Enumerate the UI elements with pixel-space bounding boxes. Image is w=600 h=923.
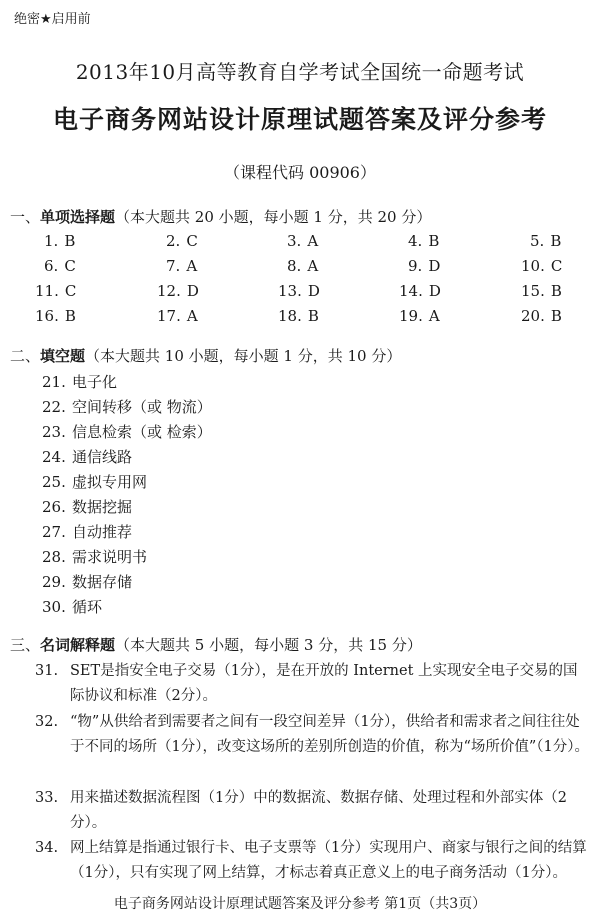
- choice-answer: [287, 232, 318, 250]
- question-number: 11.: [35, 282, 59, 300]
- section-title: 填空题: [40, 347, 86, 365]
- item-number: 34.: [35, 840, 59, 856]
- item-number: 33.: [35, 790, 59, 806]
- question-number: 5.: [530, 232, 545, 250]
- list-item: [42, 396, 212, 421]
- choice-answer: [530, 232, 561, 250]
- choice-answer-grid: [0, 232, 600, 332]
- answer-letter: A: [307, 232, 319, 250]
- question-number: 18.: [278, 307, 302, 325]
- answer-letter: A: [307, 257, 319, 275]
- section-note: （本大题共 10 小题，每小题 1 分，共 10 分）: [85, 347, 402, 365]
- section-heading-choice: [10, 206, 431, 227]
- course-code: （课程代码 00906）: [224, 163, 376, 182]
- list-item: [42, 371, 212, 396]
- item-number: 22.: [42, 398, 66, 416]
- page-title: 电子商务网站设计原理试题答案及评分参考: [52, 105, 547, 134]
- choice-answer: [166, 257, 197, 275]
- answer-letter: C: [64, 282, 77, 300]
- item-text: 数据存储: [72, 573, 133, 591]
- item-number: 32.: [35, 714, 59, 730]
- answer-letter: D: [186, 282, 199, 300]
- item-text: 自动推荐: [72, 523, 133, 541]
- answer-row: [0, 232, 600, 257]
- choice-answer: [44, 232, 75, 250]
- choice-answer: [157, 282, 199, 300]
- item-text: 网上结算是指通过银行卡、电子支票等（1分）实现用户、商家与银行之间的结算（1分），只有实现了网上结算，才标志着真正意义上的电子商务活动（1分）。: [70, 840, 587, 881]
- question-number: 19.: [399, 307, 423, 325]
- choice-answer: [278, 282, 320, 300]
- choice-answer: [44, 257, 76, 275]
- section-number: 二、: [10, 347, 41, 365]
- item-number: 28.: [42, 548, 66, 566]
- answer-letter: B: [64, 232, 76, 250]
- answer-letter: B: [550, 307, 562, 325]
- answer-letter: C: [186, 232, 198, 250]
- list-item: [42, 521, 212, 546]
- choice-answer: [157, 307, 198, 325]
- question-number: 7.: [166, 257, 181, 275]
- item-text: 信息检索（或 检索）: [72, 423, 212, 441]
- exam-title: 2013年10月高等教育自学考试全国统一命题考试: [75, 60, 525, 84]
- choice-answer: [408, 232, 439, 250]
- section-note: （本大题共 5 小题，每小题 3 分，共 15 分）: [115, 636, 422, 654]
- item-number: 30.: [42, 598, 66, 616]
- item-number: 23.: [42, 423, 66, 441]
- term-answer: [35, 786, 590, 836]
- item-text: 虚拟专用网: [72, 473, 148, 491]
- choice-answer: [399, 307, 440, 325]
- choice-answer: [287, 257, 318, 275]
- item-text: 通信线路: [72, 448, 133, 466]
- section-heading-fill: [10, 345, 401, 366]
- choice-answer: [399, 282, 441, 300]
- choice-answer: [521, 257, 562, 275]
- answer-letter: B: [428, 232, 440, 250]
- choice-answer: [521, 282, 562, 300]
- item-number: 25.: [42, 473, 66, 491]
- list-item: [42, 421, 212, 446]
- item-number: 27.: [42, 523, 66, 541]
- answer-letter: A: [186, 307, 198, 325]
- item-number: 24.: [42, 448, 66, 466]
- question-number: 2.: [166, 232, 181, 250]
- list-item: [42, 546, 212, 571]
- section-note: （本大题共 20 小题，每小题 1 分，共 20 分）: [115, 208, 432, 226]
- answer-letter: C: [550, 257, 563, 275]
- question-number: 8.: [287, 257, 302, 275]
- list-item: [42, 496, 212, 521]
- section-number: 一、: [10, 208, 41, 226]
- question-number: 12.: [157, 282, 181, 300]
- answer-letter: B: [307, 307, 319, 325]
- term-answer: [35, 710, 590, 760]
- section-title: 单项选择题: [40, 208, 116, 226]
- term-answer: [35, 836, 590, 886]
- answer-letter: C: [64, 257, 76, 275]
- question-number: 6.: [44, 257, 59, 275]
- list-item: [42, 446, 212, 471]
- answer-letter: D: [428, 257, 441, 275]
- section-title: 名词解释题: [40, 636, 116, 654]
- item-number: 29.: [42, 573, 66, 591]
- question-number: 4.: [408, 232, 423, 250]
- section-number: 三、: [10, 636, 41, 654]
- answer-row: [0, 282, 600, 307]
- choice-answer: [35, 282, 76, 300]
- item-number: 31.: [35, 663, 59, 679]
- choice-answer: [521, 307, 562, 325]
- list-item: [42, 471, 212, 496]
- item-number: 21.: [42, 373, 66, 391]
- question-number: 10.: [521, 257, 545, 275]
- answer-letter: D: [428, 282, 441, 300]
- page-footer: 电子商务网站设计原理试题答案及评分参考 第1页（共3页）: [113, 896, 487, 912]
- section-heading-terms: [10, 634, 422, 655]
- answer-row: [0, 257, 600, 282]
- question-number: 17.: [157, 307, 181, 325]
- choice-answer: [166, 232, 198, 250]
- choice-answer: [278, 307, 319, 325]
- item-text: SET是指安全电子交易（1分），是在开放的 Internet 上实现安全电子交易的国际协议和标准（2分）。: [70, 663, 578, 704]
- question-number: 3.: [287, 232, 302, 250]
- item-text: 数据挖掘: [72, 498, 133, 516]
- answer-letter: A: [428, 307, 440, 325]
- fill-answer-list: [42, 371, 212, 621]
- item-text: “物”从供给者到需要者之间有一段空间差异（1分），供给者和需求者之间往往处于不同的场所（1分），改变这场所的差别所创造的价值，称为“场所价值”（1分）。: [70, 714, 590, 755]
- answer-letter: D: [307, 282, 320, 300]
- item-text: 空间转移（或 物流）: [72, 398, 212, 416]
- question-number: 15.: [521, 282, 545, 300]
- question-number: 9.: [408, 257, 423, 275]
- item-text: 需求说明书: [72, 548, 148, 566]
- item-text: 用来描述数据流程图（1分）中的数据流、数据存储、处理过程和外部实体（2分）。: [70, 790, 567, 831]
- answer-letter: B: [550, 282, 562, 300]
- secret-label: 绝密★启用前: [14, 12, 91, 27]
- choice-answer: [408, 257, 440, 275]
- answer-letter: A: [186, 257, 198, 275]
- choice-answer: [35, 307, 76, 325]
- answer-letter: B: [64, 307, 76, 325]
- item-text: 循环: [72, 598, 103, 616]
- list-item: [42, 571, 212, 596]
- question-number: 14.: [399, 282, 423, 300]
- answer-row: [0, 307, 600, 332]
- question-number: 16.: [35, 307, 59, 325]
- term-answer: [35, 659, 590, 709]
- item-number: 26.: [42, 498, 66, 516]
- question-number: 1.: [44, 232, 59, 250]
- answer-letter: B: [550, 232, 562, 250]
- question-number: 20.: [521, 307, 545, 325]
- question-number: 13.: [278, 282, 302, 300]
- item-text: 电子化: [72, 373, 118, 391]
- list-item: [42, 596, 212, 621]
